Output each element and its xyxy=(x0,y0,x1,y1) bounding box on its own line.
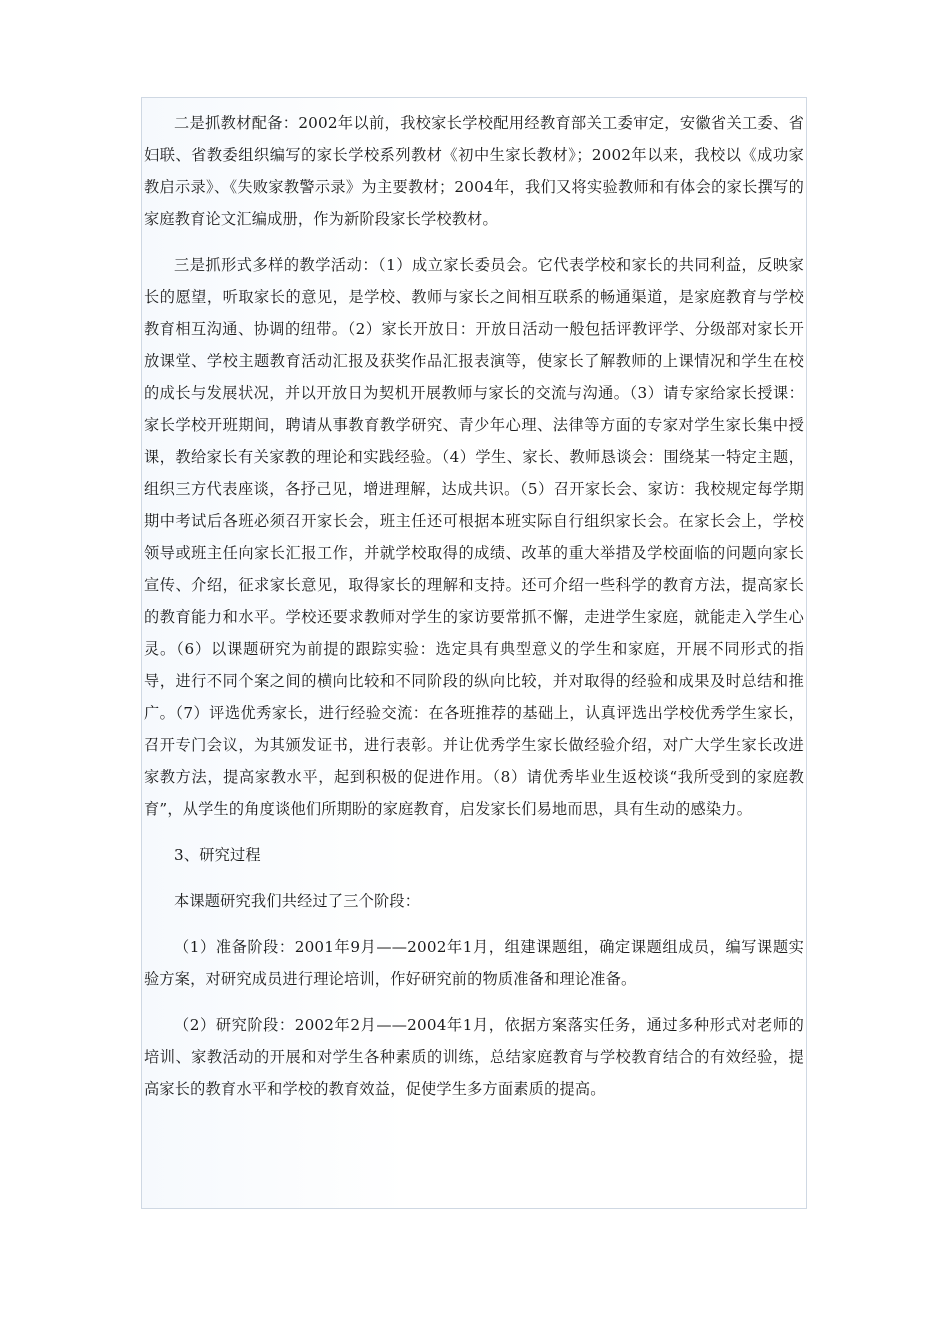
paragraph-research-stage: （2）研究阶段：2002年2月——2004年1月，依据方案落实任务，通过多种形式对老师的培训、家教活动的开展和对学生各种素质的训练，总结家庭教育与学校教育结合的有效经验，提高家长的教育水平和学校的教育效益，促使学生多方面素质的提高。 xyxy=(144,1016,804,1098)
section-heading-research-process: 3、研究过程 xyxy=(174,846,261,864)
paragraph-teaching-activities: 三是抓形式多样的教学活动：（1）成立家长委员会。它代表学校和家长的共同利益，反映家长的愿望，听取家长的意见，是学校、教师与家长之间相互联系的畅通渠道，是家庭教育与学校教育相互沟通、协调的纽带。（2）家长开放日：开放日活动一般包括评教评学、分级部对家长开放课堂、学校主题教育活动汇报及获奖作品汇报表演等，使家长了解教师的上课情况和学生在校的成长与发展状况，并以开放日为契机开展教师与家长的交流与沟通。（3）请专家给家长授课：家长学校开班期间，聘请从事教育教学研究、青少年心理、法律等方面的专家对学生家长集中授课，教给家长有关家教的理论和实践经验。（4）学生、家长、教师恳谈会：围绕某一特定主题，组织三方代表座谈，各抒己见，增进理解，达成共识。（5）召开家长会、家访：我校规定每学期期中考试后各班必须召开家长会，班主任还可根据本班实际自行组织家长会。在家长会上，学校领导或班主任向家长汇报工作，并就学校取得的成绩、改革的重大举措及学校面临的问题向家长宣传、介绍，征求家长意见，取得家长的理解和支持。还可介绍一些科学的教育方法，提高家长的教育能力和水平。学校还要求教师对学生的家访要常抓不懈，走进学生家庭，就能走入学生心灵。（6）以课题研究为前提的跟踪实验：选定具有典型意义的学生和家庭，开展不同形式的指导，进行不同个案之间的横向比较和不同阶段的纵向比较，并对取得的经验和成果及时总结和推广。（7）评选优秀家长，进行经验交流：在各班推荐的基础上，认真评选出学校优秀学生家长，召开专门会议，为其颁发证书，进行表彰。并让优秀学生家长做经验介绍，对广大学生家长改进家教方法，提高家教水平，起到积极的促进作用。（8）请优秀毕业生返校谈“我所受到的家庭教育”，从学生的角度谈他们所期盼的家庭教育，启发家长们易地而思，具有生动的感染力。 xyxy=(144,256,804,818)
paragraph-teaching-materials: 二是抓教材配备：2002年以前，我校家长学校配用经教育部关工委审定，安徽省关工委、省妇联、省教委组织编写的家长学校系列教材《初中生家长教材》；2002年以来，我校以《成功家教启示录》、《失败家教警示录》为主要教材；2004年，我们又将实验教师和有体会的家长撰写的家庭教育论文汇编成册，作为新阶段家长学校教材。 xyxy=(144,114,804,228)
paragraph-preparation-stage: （1）准备阶段：2001年9月——2002年1月，组建课题组，确定课题组成员，编写课题实验方案，对研究成员进行理论培训，作好研究前的物质准备和理论准备。 xyxy=(144,938,804,988)
paragraph-stages-intro: 本课题研究我们共经过了三个阶段： xyxy=(174,892,421,910)
document-body xyxy=(144,107,804,1119)
